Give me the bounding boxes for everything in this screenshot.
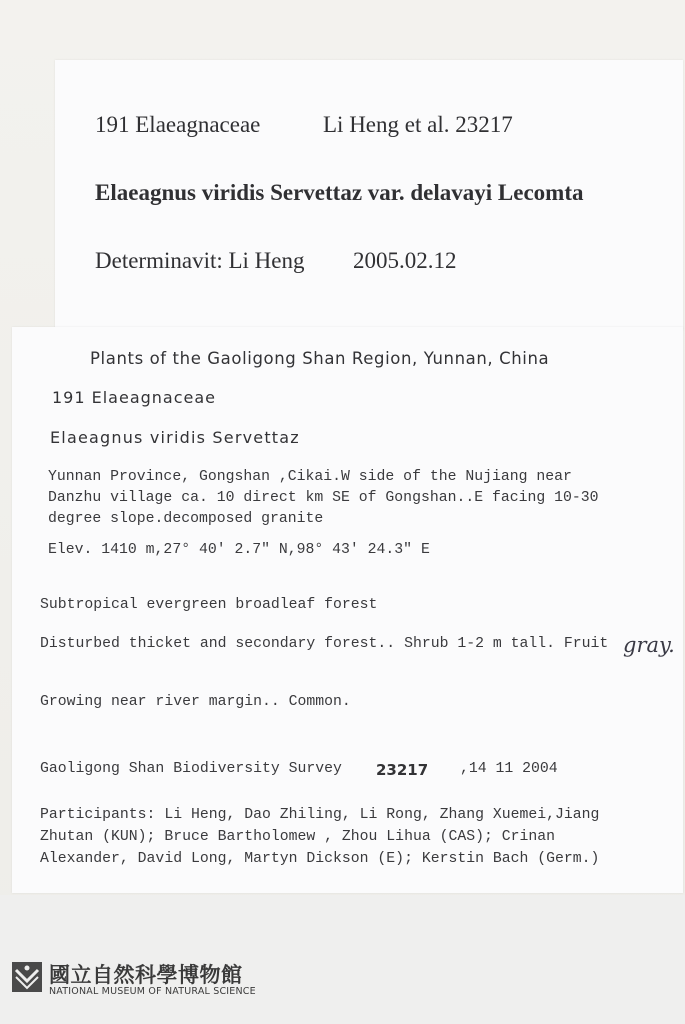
survey-name: Gaoligong Shan Biodiversity Survey (40, 761, 342, 777)
field-notes: Growing near river margin.. Common. (40, 694, 351, 710)
collection-family: 191 Elaeagnaceae (52, 388, 217, 407)
locality-line: degree slope.decomposed granite (48, 511, 324, 527)
collection-taxon: Elaeagnus viridis Servettaz (50, 428, 300, 447)
participants-line: Alexander, David Long, Martyn Dickson (E); Kerstin Bach (Germ.) (40, 851, 600, 867)
collection-title: Plants of the Gaoligong Shan Region, Yunnan, China (90, 349, 550, 368)
elevation-coordinates: Elev. 1410 m,27° 40′ 2.7″ N,98° 43′ 24.3″ E (48, 542, 430, 558)
locality-line: Yunnan Province, Gongshan ,Cikai.W side of the Nujiang near (48, 469, 572, 485)
survey-number: 23217 (376, 761, 429, 779)
collection-label (12, 327, 683, 893)
locality-line: Danzhu village ca. 10 direct km SE of Gongshan..E facing 10-30 (48, 490, 599, 506)
det-collector-number: Li Heng et al. 23217 (323, 112, 513, 137)
participants-line: Participants: Li Heng, Dao Zhiling, Li Rong, Zhang Xuemei,Jiang (40, 807, 600, 823)
museum-name-chinese: 國立自然科學博物館 (49, 963, 243, 987)
survey-date: ,14 11 2004 (460, 761, 558, 777)
det-taxon-name: Elaeagnus viridis Servettaz var. delavayi Lecomta (95, 180, 584, 205)
det-family: 191 Elaeagnaceae (95, 112, 261, 137)
det-date: 2005.02.12 (353, 248, 457, 273)
det-determiner: Determinavit: Li Heng (95, 248, 305, 273)
handwritten-note: gray. (623, 633, 675, 657)
determination-label (55, 60, 683, 330)
plant-description: Disturbed thicket and secondary forest.. Shrub 1-2 m tall. Fruit (40, 636, 609, 652)
museum-logo-icon (12, 962, 42, 992)
museum-name-english: NATIONAL MUSEUM OF NATURAL SCIENCE (49, 986, 256, 997)
participants-line: Zhutan (KUN); Bruce Bartholomew , Zhou Lihua (CAS); Crinan (40, 829, 556, 845)
habitat: Subtropical evergreen broadleaf forest (40, 597, 378, 613)
